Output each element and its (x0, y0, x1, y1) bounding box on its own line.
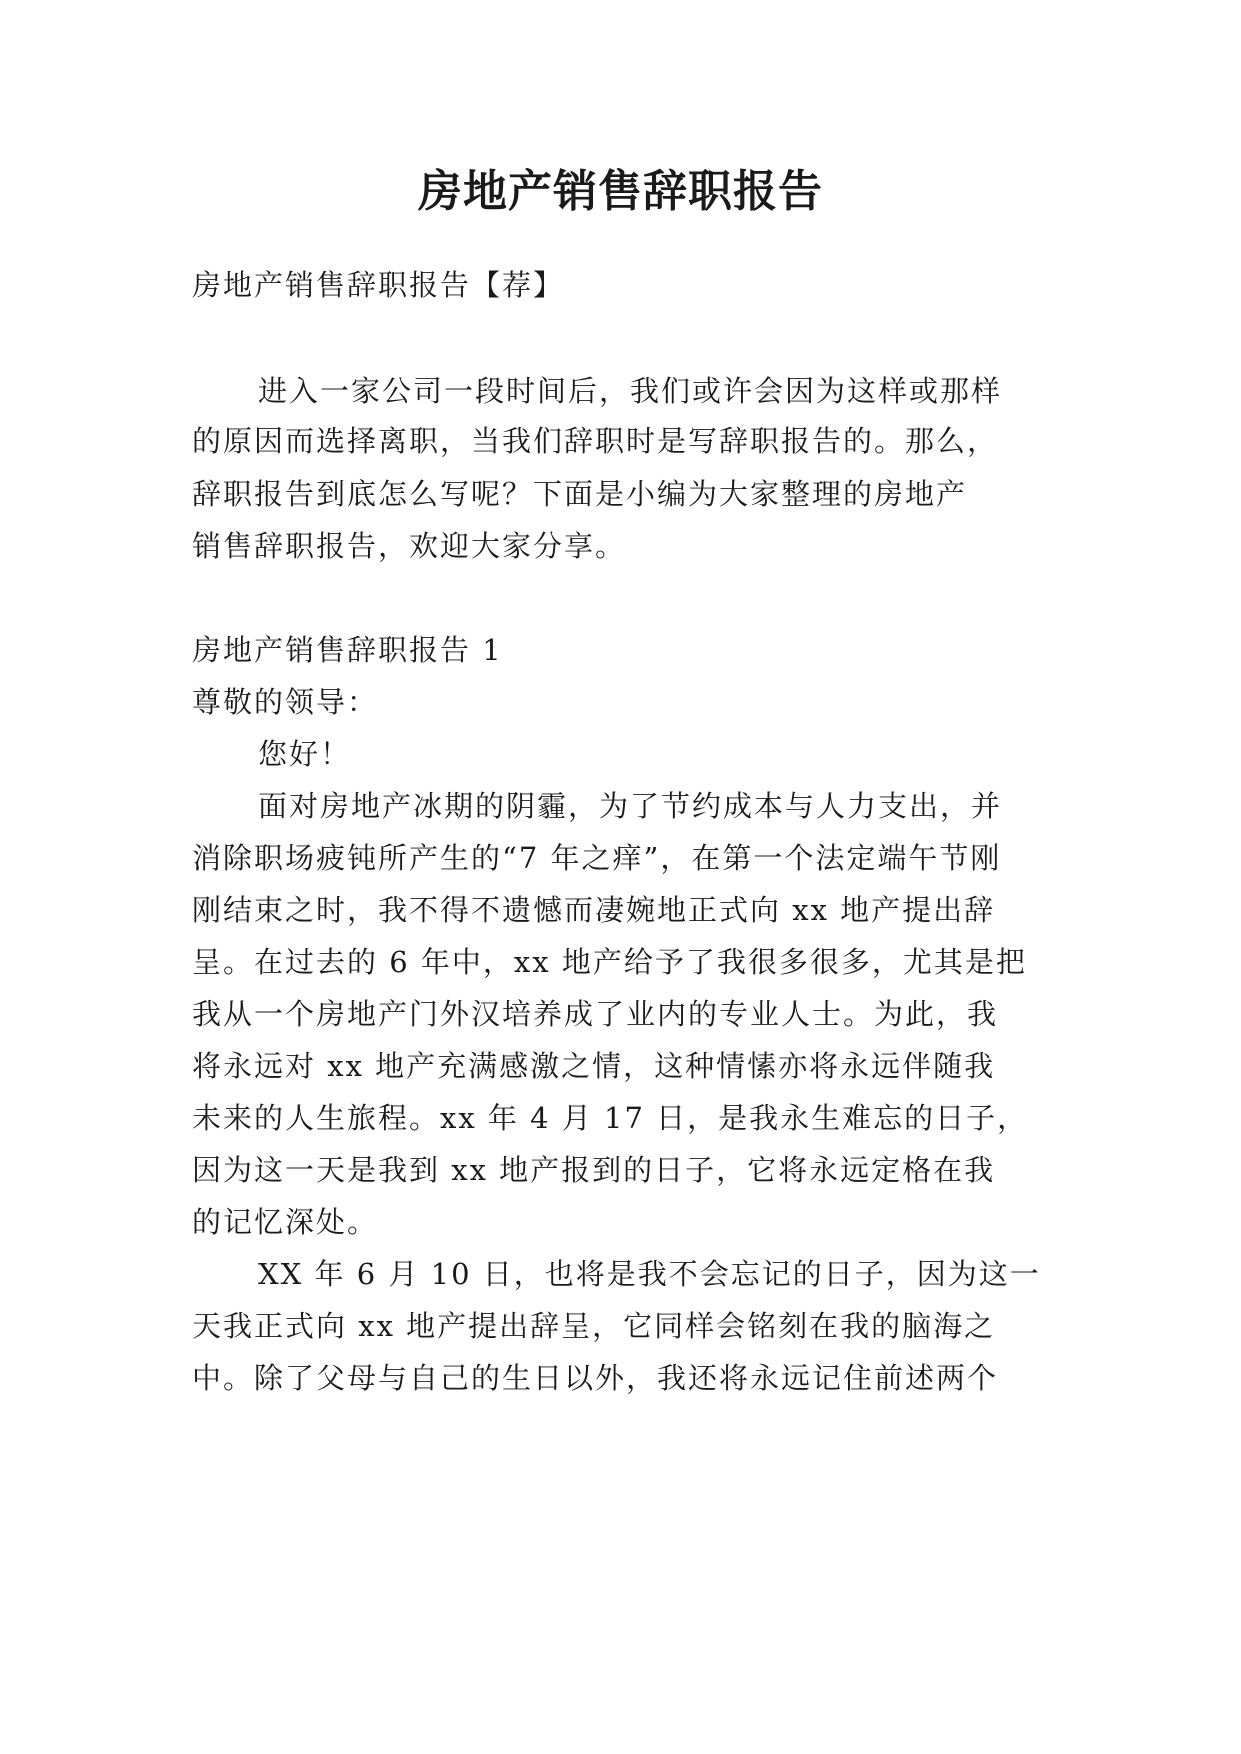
body-line: XX 年 6 月 10 日，也将是我不会忘记的日子，因为这一 (258, 1257, 1041, 1291)
intro-line: 进入一家公司一段时间后，我们或许会因为这样或那样 (258, 374, 1003, 408)
body-line: 未来的人生旅程。xx 年 4 月 17 日，是我永生难忘的日子， (192, 1101, 1029, 1135)
body-line: 因为这一天是我到 xx 地产报到的日子，它将永远定格在我 (192, 1153, 996, 1187)
section-heading: 房地产销售辞职报告 1 (192, 633, 503, 667)
body-line: 刚结束之时，我不得不遗憾而凄婉地正式向 xx 地产提出辞 (192, 893, 996, 927)
intro-line: 辞职报告到底怎么写呢？下面是小编为大家整理的房地产 (192, 477, 968, 511)
body-line: 呈。在过去的 6 年中，xx 地产给予了我很多很多，尤其是把 (192, 945, 1027, 979)
body-line: 中。除了父母与自己的生日以外，我还将永远记住前述两个 (192, 1361, 999, 1395)
body-line: 我从一个房地产门外汉培养成了业内的专业人士。为此，我 (192, 997, 999, 1031)
body-line: 天我正式向 xx 地产提出辞呈，它同样会铭刻在我的脑海之 (192, 1309, 996, 1343)
body-line: 面对房地产冰期的阴霾，为了节约成本与人力支出，并 (258, 789, 1003, 823)
document-title: 房地产销售辞职报告 (418, 166, 823, 217)
intro-line: 销售辞职报告，欢迎大家分享。 (192, 529, 627, 563)
intro-line: 的原因而选择离职，当我们辞职时是写辞职报告的。那么， (192, 424, 999, 458)
document-subtitle: 房地产销售辞职报告【荐】 (192, 268, 565, 302)
body-line: 将永远对 xx 地产充满感激之情，这种情愫亦将永远伴随我 (192, 1049, 996, 1083)
body-line: 消除职场疲钝所产生的“7 年之痒”，在第一个法定端午节刚 (192, 841, 1002, 875)
greeting: 您好！ (258, 737, 352, 771)
salutation: 尊敬的领导： (192, 685, 379, 719)
body-line: 的记忆深处。 (192, 1205, 379, 1239)
